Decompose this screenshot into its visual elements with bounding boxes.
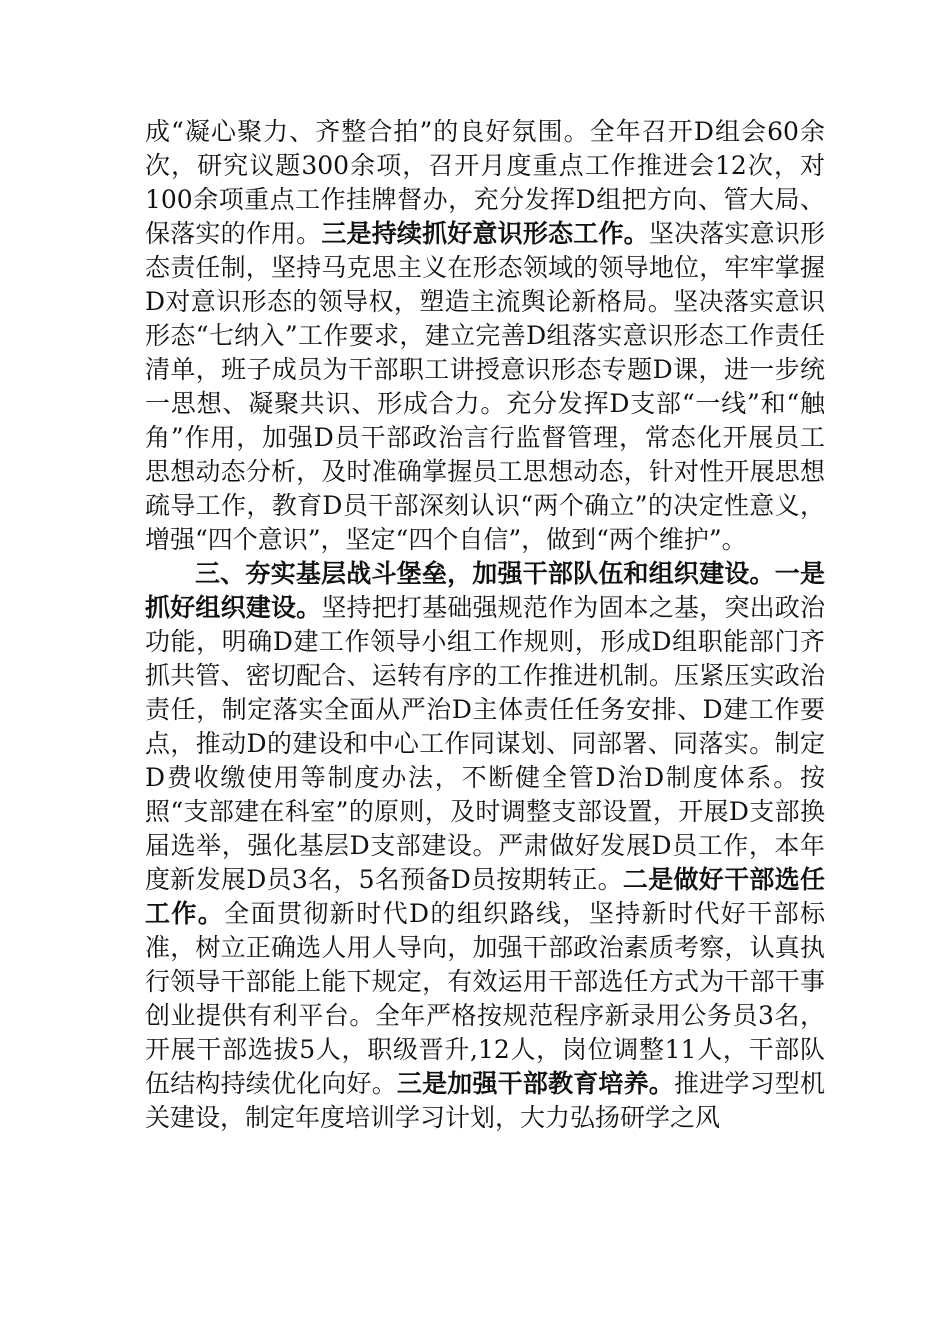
paragraph-1-text-b: 坚决落实意识形态责任制，坚持马克思主义在形态领域的领导地位，牢牢掌握D对意识形态的领导权，塑造主流舆论新格局。坚决落实意识形态“七纳入”工作要求，建立完善D组落实意识形态工作责任清单，班子成员为干部职工讲授意识形态专题D课，进一步统一思想、凝聚共识、形成合力。充分发挥D支部“一线”和“触角”作用，加强D员干部政治言行监督管理，常态化开展员工思想动态分析，及时准确掌握员工思想动态，针对性开展思想疏导工作，教育D员干部深刻认识“两个确立”的决定性意义，增强“四个意识”，坚定“四个自信”，做到“两个维护”。 <box>145 219 825 554</box>
paragraph-2 <box>145 557 825 1135</box>
paragraph-2-bold-lead-2: 二是做好干部选任工作。 <box>145 865 825 928</box>
paragraph-2-text-b: 全面贯彻新时代D的组织路线，坚持新时代好干部标准，树立正确选人用人导向，加强干部政治素质考察，认真执行领导干部能上能下规定，有效运用干部选任方式为干部干事创业提供有利平台。全年严格按规范程序新录用公务员3名，开展干部选拔5人，职级晋升,12人，岗位调整11人，干部队伍结构持续优化向好。 <box>145 899 825 1098</box>
document-page <box>145 115 825 1135</box>
paragraph-2-bold-lead-1: 一是抓好组织建设。 <box>145 559 825 622</box>
paragraph-1 <box>145 115 825 557</box>
section-heading: 三、夯实基层战斗堡垒，加强干部队伍和组织建设。 <box>195 559 775 588</box>
paragraph-2-bold-lead-3: 三是加强干部教育培养。 <box>396 1069 675 1098</box>
paragraph-1-bold-lead: 三是持续抓好意识形态工作。 <box>321 219 649 248</box>
paragraph-1-text-a: 成“凝心聚力、齐整合拍”的良好氛围。全年召开D组会60余次，研究议题300余项，召开月度重点工作推进会12次，对100余项重点工作挂牌督办，充分发挥D组把方向、管大局、保落实的作用。 <box>145 117 825 248</box>
paragraph-2-text-a: 坚持把打基础强规范作为固本之基，突出政治功能，明确D建工作领导小组工作规则，形成D组职能部门齐抓共管、密切配合、运转有序的工作推进机制。压紧压实政治责任，制定落实全面从严治D主体责任任务安排、D建工作要点，推动D的建设和中心工作同谋划、同部署、同落实。制定D费收缴使用等制度办法，不断健全管D治D制度体系。按照“支部建在科室”的原则，及时调整支部设置，开展D支部换届选举，强化基层D支部建设。严肃做好发展D员工作，本年度新发展D员3名，5名预备D员按期转正。 <box>145 593 825 894</box>
paragraph-2-text-c: 推进学习型机关建设，制定年度培训学习计划，大力弘扬研学之风 <box>145 1069 825 1132</box>
